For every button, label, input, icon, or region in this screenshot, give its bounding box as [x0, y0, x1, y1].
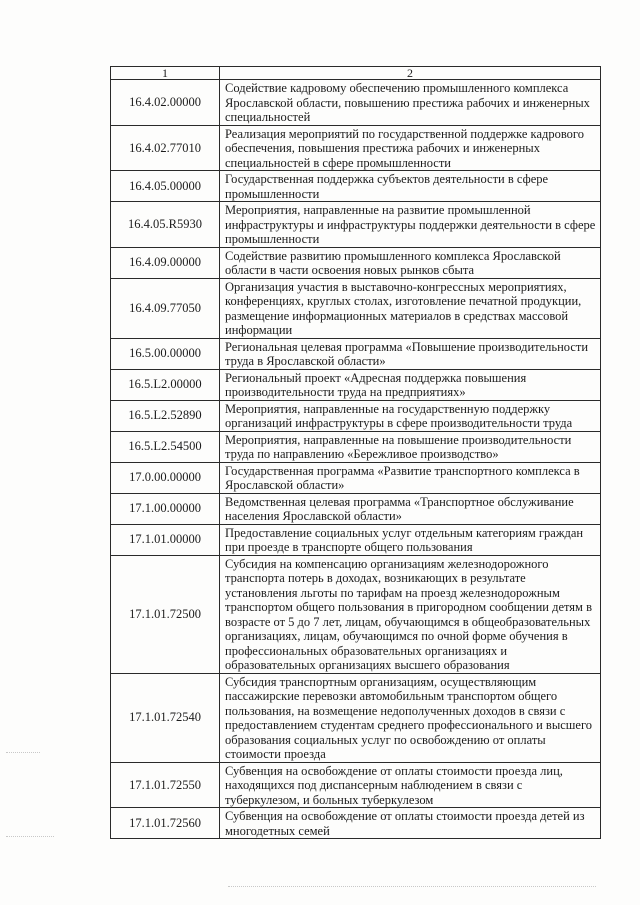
description-line: Мероприятия, направленные на государственную поддержку: [225, 401, 551, 416]
description-line: информации: [225, 323, 293, 337]
description-line: организациях, лицам, обучающимся по очной форме обучения в: [225, 629, 568, 643]
table-row: [111, 338, 601, 369]
description-line: Содействие развитию промышленного комплекса Ярославской: [225, 248, 561, 263]
description-line: Государственная поддержка субъектов деятельности в сфере: [225, 172, 549, 186]
row-code: 16.4.05.R5930: [111, 202, 220, 248]
description-line: профессиональных образовательных организациях и: [225, 643, 508, 658]
description-line: Мероприятия, направленные на повышение производительности: [225, 432, 572, 447]
row-code: 16.5.L2.54500: [111, 431, 220, 462]
column-number-2: 2: [220, 67, 601, 80]
table-row: [111, 808, 601, 839]
description-line: Субвенция на освобождение от оплаты стоимости проезда лиц,: [225, 763, 563, 778]
row-description: [220, 493, 601, 524]
description-line: Содействие кадровому обеспечению промышленного комплекса: [225, 81, 569, 95]
row-description: [220, 247, 601, 278]
row-code: 17.1.01.72550: [111, 762, 220, 808]
table-row: [111, 400, 601, 431]
row-code: 17.0.00.00000: [111, 462, 220, 493]
row-description: [220, 80, 601, 126]
row-code: 16.4.02.00000: [111, 80, 220, 126]
row-code: 16.5.L2.00000: [111, 369, 220, 400]
row-description: [220, 171, 601, 202]
row-code: 16.5.L2.52890: [111, 400, 220, 431]
table-row: [111, 171, 601, 202]
description-line: Региональный проект «Адресная поддержка повышения: [225, 370, 527, 385]
description-line: Реализация мероприятий по государственной поддержке кадрового: [225, 126, 584, 141]
description-line: инфраструктуры и инфраструктуры поддержки деятельности в сфере: [225, 217, 596, 232]
row-code: 17.1.01.72560: [111, 808, 220, 839]
description-line: Организация участия в выставочно-конгрессных мероприятиях,: [225, 279, 567, 294]
description-line: многодетных семей: [225, 823, 330, 838]
row-code: 16.4.09.77050: [111, 278, 220, 338]
row-code: 17.1.00.00000: [111, 493, 220, 524]
description-line: Субсидия транспортным организациям, осуществляющим: [225, 674, 537, 689]
description-line: Субсидия на компенсацию организациям железнодорожного: [225, 556, 549, 571]
description-line: труда по направлению «Бережливое производство»: [225, 447, 499, 461]
description-line: Субвенция на освобождение от оплаты стоимости проезда детей из: [225, 809, 585, 823]
row-code: 17.1.01.72500: [111, 555, 220, 673]
description-line: транспортом общего пользования в пригородном сообщении детям в: [225, 600, 592, 614]
row-description: [220, 762, 601, 808]
scan-artifact: [6, 836, 54, 837]
description-line: транспорта потерь в доходах, возникающих в результате: [225, 571, 526, 585]
description-line: Ведомственная целевая программа «Транспортное обслуживание: [225, 494, 574, 509]
description-line: специальностей в сфере промышленности: [225, 155, 451, 170]
table-row: [111, 493, 601, 524]
table-row: [111, 369, 601, 400]
description-line: специальностей: [225, 110, 311, 124]
row-description: [220, 462, 601, 493]
row-description: [220, 338, 601, 369]
description-line: производительности труда на предприятиях»: [225, 385, 466, 399]
table-row: [111, 125, 601, 171]
row-code: 16.4.02.77010: [111, 125, 220, 171]
row-description: [220, 431, 601, 462]
description-line: труда в Ярославской области»: [225, 354, 386, 368]
description-line: находящихся под диспансерным наблюдением в связи с: [225, 778, 523, 792]
row-code: 17.1.01.72540: [111, 673, 220, 762]
table-body: [111, 80, 601, 839]
table-header: [111, 67, 601, 80]
description-line: пользования, на возмещение недополученных доходов в связи с: [225, 703, 566, 718]
description-line: Предоставление социальных услуг отдельным категориям граждан: [225, 525, 584, 540]
description-line: образования социальных услуг по освобождению от оплаты: [225, 732, 546, 747]
row-description: [220, 808, 601, 839]
budget-classification-table: [110, 66, 601, 839]
row-code: 16.5.00.00000: [111, 338, 220, 369]
description-line: пассажирские перевозки автомобильным транспортом общего: [225, 689, 558, 703]
table-row: [111, 762, 601, 808]
description-line: области в части освоения новых рынков сбыта: [225, 263, 475, 277]
table-row: [111, 555, 601, 673]
row-description: [220, 278, 601, 338]
description-line: Региональная целевая программа «Повышение производительности: [225, 339, 589, 354]
description-line: населения Ярославской области»: [225, 509, 402, 523]
table-row: [111, 202, 601, 248]
description-line: размещение информационных материалов в средствах массовой: [225, 308, 569, 323]
description-line: туберкулезом, и больных туберкулезом: [225, 792, 434, 807]
scan-artifact: [228, 886, 596, 887]
description-line: установления льготы по тарифам на проезд железнодорожным: [225, 585, 560, 600]
description-line: Ярославской области»: [225, 478, 345, 492]
column-number-1: 1: [111, 67, 220, 80]
table-row: [111, 278, 601, 338]
row-description: [220, 555, 601, 673]
description-line: промышленности: [225, 186, 320, 201]
table-row: [111, 247, 601, 278]
description-line: Ярославской области, повышению престижа рабочих и инженерных: [225, 95, 590, 110]
row-code: 16.4.09.00000: [111, 247, 220, 278]
row-description: [220, 125, 601, 171]
description-line: при проезде в транспорте общего пользования: [225, 540, 473, 554]
description-line: организаций инфраструктуры в сфере производительности труда: [225, 416, 573, 430]
description-line: Государственная программа «Развитие транспортного комплекса в: [225, 463, 580, 478]
description-line: стоимости проезда: [225, 747, 326, 761]
row-description: [220, 524, 601, 555]
row-code: 17.1.01.00000: [111, 524, 220, 555]
table-row: [111, 524, 601, 555]
description-line: промышленности: [225, 232, 320, 246]
description-line: образовательных организациях высшего образования: [225, 658, 510, 672]
table-row: [111, 431, 601, 462]
description-line: конференциях, круглых столах, изготовление печатной продукции,: [225, 294, 582, 308]
row-description: [220, 400, 601, 431]
row-code: 16.4.05.00000: [111, 171, 220, 202]
table-row: [111, 673, 601, 762]
row-description: [220, 673, 601, 762]
description-line: обеспечения, повышения престижа рабочих и инженерных: [225, 141, 540, 155]
header-row: [111, 67, 601, 80]
row-description: [220, 202, 601, 248]
scan-artifact: [6, 752, 40, 753]
description-line: предоставлением студентам среднего профессионального и высшего: [225, 718, 593, 732]
row-description: [220, 369, 601, 400]
table-row: [111, 462, 601, 493]
description-line: возрасте от 5 до 7 лет, лицам, обучающимся в общеобразовательных: [225, 614, 591, 629]
table-row: [111, 80, 601, 126]
description-line: Мероприятия, направленные на развитие промышленной: [225, 203, 531, 217]
